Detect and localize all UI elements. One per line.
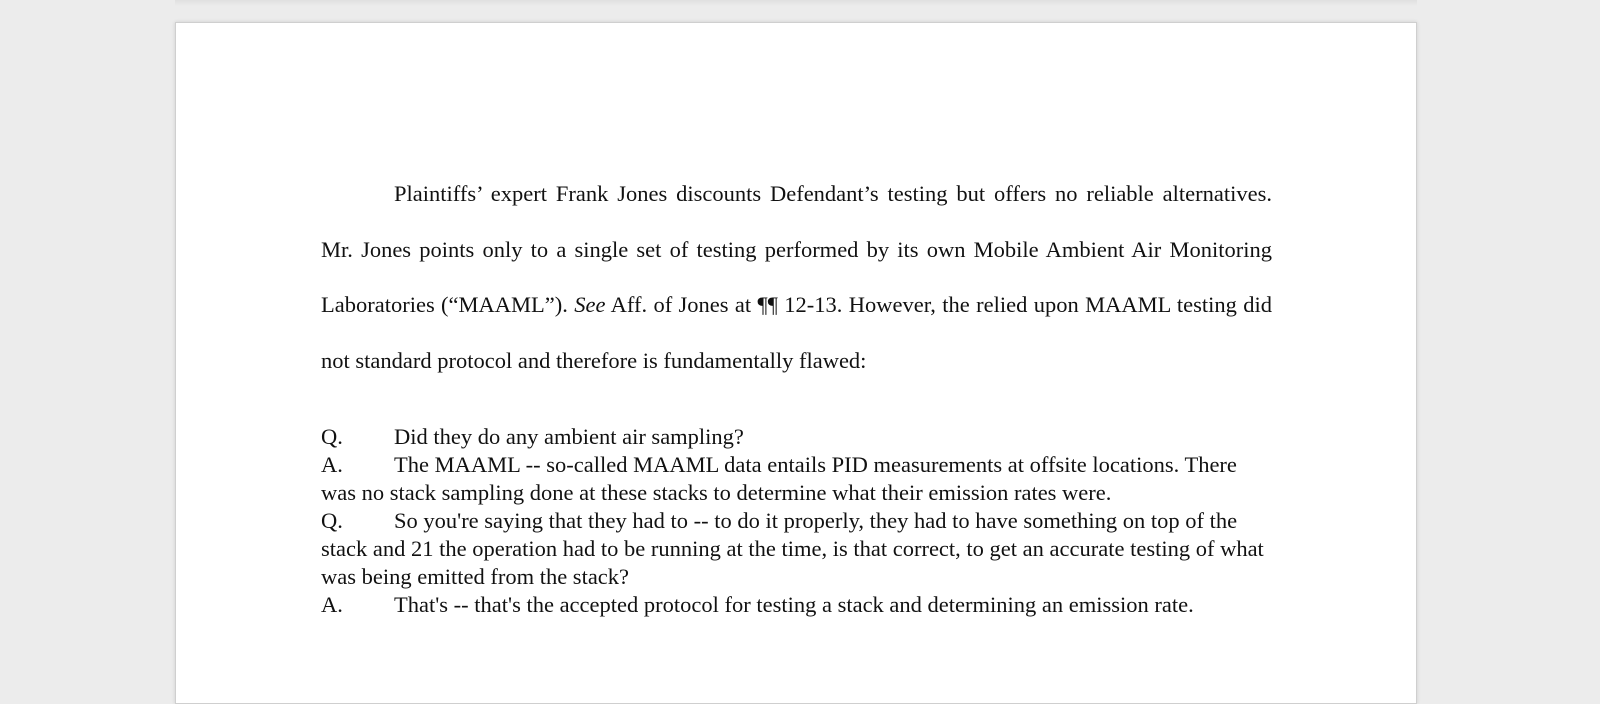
transcript-text: So you're saying that they had to -- to do it properly, they had to have something on top of the stack and 21 the operation had to be running at the time, is that correct, to get an accurate testing of what was being emitted from the stack?	[321, 508, 1264, 589]
document-page	[175, 22, 1417, 704]
transcript-text: The MAAML -- so-called MAAML data entails PID measurements at offsite locations. There was no stack sampling done at these stacks to determine what their emission rates were.	[321, 452, 1237, 505]
transcript-speaker-tag: A.	[321, 452, 343, 477]
transcript-entry	[321, 451, 1272, 507]
transcript-entry	[321, 591, 1272, 619]
transcript-speaker-tag: Q.	[321, 424, 343, 449]
transcript-entry	[321, 423, 1272, 451]
citation-signal-see: See	[574, 292, 606, 317]
deposition-transcript	[321, 423, 1272, 619]
previous-page-edge	[175, 0, 1417, 6]
transcript-speaker-tag: Q.	[321, 508, 343, 533]
paragraph-text-part1: Plaintiffs’ expert Frank Jones discounts Defendant’s testing but offers no reliable alternatives. Mr. Jones points only to a single set of testing performed by its own Mobile Ambient Air Monitoring Laboratories (“MAAML”).	[321, 181, 1272, 317]
transcript-entry	[321, 507, 1272, 591]
transcript-speaker-tag: A.	[321, 592, 343, 617]
paragraph-text-part2: Aff. of Jones at ¶¶ 12-13. However, the relied upon MAAML testing did not standard protocol and therefore is fundamentally flawed:	[321, 292, 1272, 373]
transcript-text: That's -- that's the accepted protocol for testing a stack and determining an emission rate.	[394, 592, 1194, 617]
transcript-text: Did they do any ambient air sampling?	[394, 424, 744, 449]
body-paragraph	[321, 166, 1272, 388]
